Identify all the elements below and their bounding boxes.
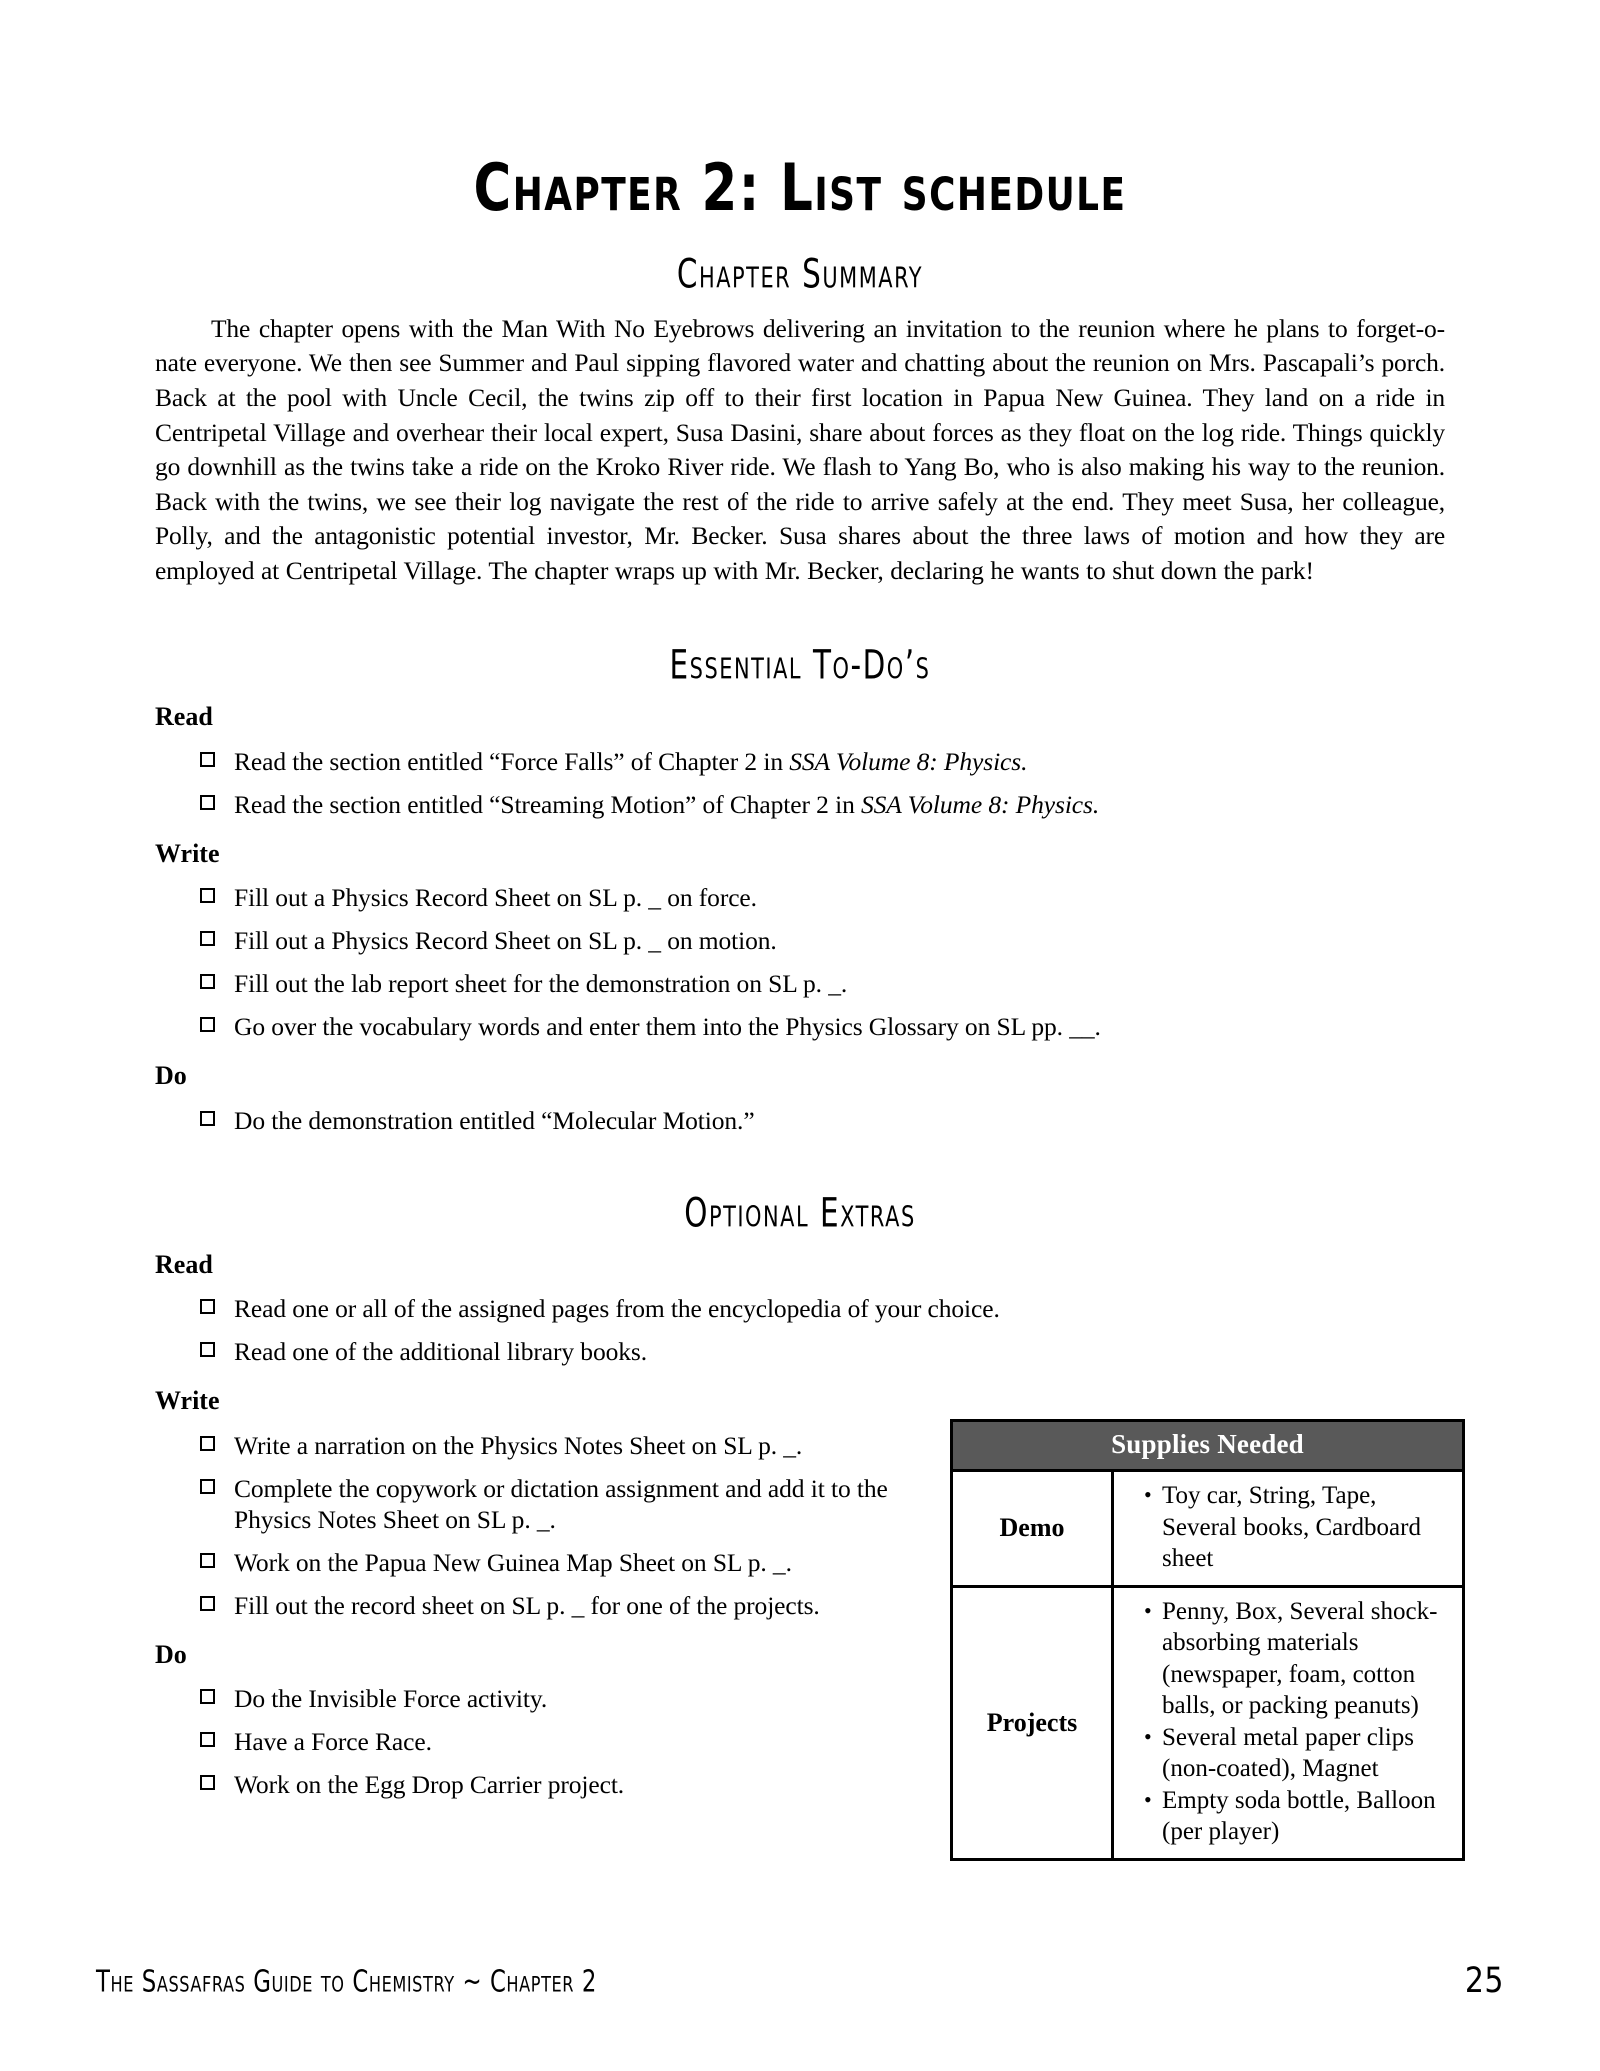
- list-item[interactable]: [200, 1336, 1445, 1367]
- list-item-text: Fill out a Physics Record Sheet on SL p. _ on motion.: [234, 926, 777, 956]
- optional-group-read: [155, 1251, 1445, 1368]
- table-row: [952, 1586, 1464, 1859]
- spacer: [155, 1136, 1445, 1194]
- list-item-text: Do the Invisible Force activity.: [234, 1684, 548, 1714]
- subsection-label-do: Do: [155, 1639, 187, 1669]
- checklist-essential-write: [155, 882, 1445, 1042]
- list-item-text: Read the section entitled “Streaming Motion” of Chapter 2 in: [234, 789, 861, 819]
- checklist-optional-write: [155, 1430, 960, 1621]
- page-title: Chapter 2: List schedule: [473, 151, 1127, 226]
- checkbox-icon[interactable]: [200, 1017, 215, 1032]
- list-item-text: Have a Force Race.: [234, 1727, 432, 1757]
- list-item[interactable]: [200, 1011, 1445, 1042]
- list-item-text: Fill out the record sheet on SL p. _ for one of the projects.: [234, 1590, 820, 1620]
- list-item: • Several metal paper clips (non-coated), Magnet: [1146, 1722, 1450, 1785]
- checkbox-icon[interactable]: [200, 1436, 215, 1451]
- checkbox-icon[interactable]: [200, 888, 215, 903]
- list-item-title: SSA Volume 8: Physics.: [861, 789, 1100, 819]
- checkbox-icon[interactable]: [200, 1111, 215, 1126]
- subsection-label-read: Read: [155, 1249, 213, 1279]
- list-item: • Penny, Box, Several shock-absorbing materials (newspaper, foam, cotton balls, or packing peanuts): [1146, 1596, 1450, 1722]
- page-number: 25: [1464, 1960, 1504, 2001]
- footer-title: The Sassafras Guide to Chemistry ~ Chapter 2: [96, 1964, 597, 1999]
- checkbox-icon[interactable]: [200, 752, 215, 767]
- section-heading-summary: Chapter Summary: [676, 251, 924, 298]
- checkbox-icon[interactable]: [200, 1689, 215, 1704]
- table-cell-category: Projects: [952, 1586, 1113, 1859]
- list-item[interactable]: [200, 1473, 960, 1535]
- list-item[interactable]: [200, 1769, 960, 1800]
- list-item-text: Write a narration on the Physics Notes Sheet on SL p. _.: [234, 1430, 803, 1460]
- checklist-essential-read: [155, 746, 1445, 820]
- checkbox-icon[interactable]: [200, 795, 215, 810]
- essential-group-read: [155, 703, 1445, 820]
- list-item[interactable]: [200, 882, 1445, 913]
- essential-group-do: [155, 1062, 1445, 1136]
- section-heading-essential: Essential To-Do’s: [669, 642, 931, 690]
- subsection-label-write: Write: [155, 838, 220, 868]
- list-item: • Toy car, String, Tape, Several books, Cardboard sheet: [1146, 1480, 1450, 1575]
- supplies-list: [1120, 1480, 1450, 1575]
- list-item[interactable]: [200, 1590, 960, 1621]
- list-item[interactable]: [200, 1547, 960, 1578]
- list-item-title: SSA Volume 8: Physics.: [789, 746, 1028, 776]
- essential-group-write: [155, 840, 1445, 1043]
- section-heading-optional: Optional Extras: [684, 1190, 916, 1237]
- table-cell-category: Demo: [952, 1471, 1113, 1587]
- list-item-text: Work on the Egg Drop Carrier project.: [234, 1770, 625, 1800]
- checkbox-icon[interactable]: [200, 931, 215, 946]
- table-row: [952, 1471, 1464, 1587]
- page-footer: [96, 1960, 1504, 2001]
- checklist-optional-read: [155, 1293, 1445, 1367]
- checkbox-icon[interactable]: [200, 1342, 215, 1357]
- list-item-text: Fill out a Physics Record Sheet on SL p. _ on force.: [234, 883, 757, 913]
- list-item[interactable]: [200, 789, 1445, 820]
- list-item[interactable]: [200, 1683, 960, 1714]
- list-item[interactable]: [200, 925, 1445, 956]
- table-header-row: [952, 1421, 1464, 1471]
- checkbox-icon[interactable]: [200, 974, 215, 989]
- list-item[interactable]: [200, 1430, 960, 1461]
- subsection-label-read: Read: [155, 702, 213, 732]
- checkbox-icon[interactable]: [200, 1553, 215, 1568]
- checklist-optional-do: [155, 1683, 960, 1800]
- list-item-text: Complete the copywork or dictation assignment and add it to the Physics Notes Sheet on SL p. _.: [234, 1473, 888, 1534]
- checklist-essential-do: [155, 1105, 1445, 1136]
- list-item[interactable]: [200, 1726, 960, 1757]
- table-cell-items: [1113, 1586, 1464, 1859]
- checkbox-icon[interactable]: [200, 1732, 215, 1747]
- supplies-list: [1120, 1596, 1450, 1848]
- list-item-text: Go over the vocabulary words and enter them into the Physics Glossary on SL pp. __.: [234, 1012, 1101, 1042]
- list-item-text: Fill out the lab report sheet for the demonstration on SL p. _.: [234, 969, 848, 999]
- checkbox-icon[interactable]: [200, 1479, 215, 1494]
- checkbox-icon[interactable]: [200, 1775, 215, 1790]
- list-item-text: Do the demonstration entitled “Molecular Motion.”: [234, 1105, 755, 1135]
- list-item: • Empty soda bottle, Balloon (per player): [1146, 1785, 1450, 1848]
- spacer: [155, 588, 1445, 646]
- list-item[interactable]: [200, 968, 1445, 999]
- supplies-needed-table: [950, 1419, 1465, 1861]
- chapter-summary-paragraph: The chapter opens with the Man With No Eyebrows delivering an invitation to the reunion where he plans to forget-o-nate everyone. We then see Summer and Paul sipping flavored water and chatting about the reunion on Mrs. Pascapali’s porch. Back at the pool with Uncle Cecil, the twins zip off to their first location in Papua New Guinea. They land on a ride in Centripetal Village and overhear their local expert, Susa Dasini, share about forces as they float on the log ride. Things quickly go downhill as the twins take a ride on the Kroko River ride. We flash to Yang Bo, who is also making his way to the reunion. Back with the twins, we see their log navigate the rest of the ride to arrive safely at the end. They meet Susa, her colleague, Polly, and the antagonistic potential investor, Mr. Becker. Susa shares about the three laws of motion and how they are employed at Centripetal Village. The chapter wraps up with Mr. Becker, declaring he wants to shut down the park!: [155, 313, 1445, 585]
- table-cell-items: [1113, 1471, 1464, 1587]
- list-item-text: Read one or all of the assigned pages from the encyclopedia of your choice.: [234, 1294, 1000, 1324]
- checkbox-icon[interactable]: [200, 1596, 215, 1611]
- checkbox-icon[interactable]: [200, 1299, 215, 1314]
- list-item-text: Read the section entitled “Force Falls” of Chapter 2 in: [234, 746, 790, 776]
- subsection-label-do: Do: [155, 1061, 187, 1091]
- table-header-label: Supplies Needed: [952, 1421, 1464, 1471]
- subsection-label-write: Write: [155, 1386, 220, 1416]
- list-item-text: Read one of the additional library books.: [234, 1337, 648, 1367]
- list-item-text: Work on the Papua New Guinea Map Sheet on SL p. _.: [234, 1547, 792, 1577]
- list-item[interactable]: [200, 1105, 1445, 1136]
- list-item[interactable]: [200, 746, 1445, 777]
- list-item[interactable]: [200, 1293, 1445, 1324]
